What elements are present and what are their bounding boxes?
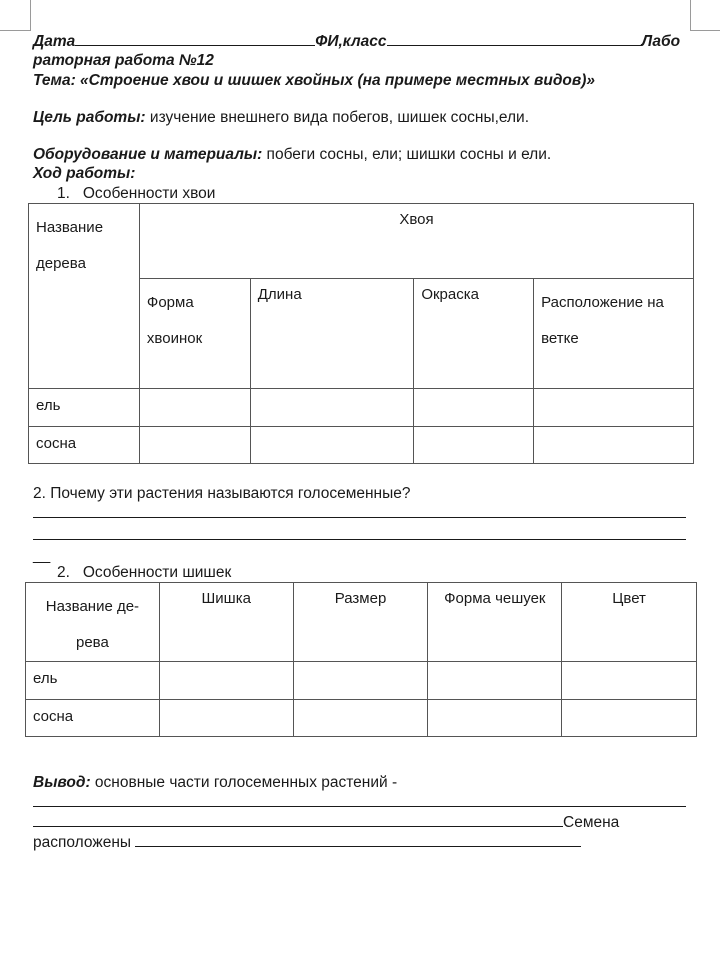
- table-cell[interactable]: [414, 427, 534, 464]
- col-needle-shape: Форма хвоинок: [139, 279, 250, 389]
- table-cell[interactable]: [293, 700, 428, 737]
- col-size: Размер: [293, 583, 428, 662]
- goal-line: [33, 108, 529, 128]
- table-cell[interactable]: [139, 427, 250, 464]
- table-cell[interactable]: [139, 389, 250, 427]
- equipment-line: [33, 145, 551, 165]
- lab-label-part1: Лабо: [641, 33, 681, 50]
- table1-heading: 1. Особенности хвои: [57, 185, 216, 202]
- conclusion-text: основные части голосеменных растений -: [90, 774, 398, 791]
- table2-heading: 2. Особенности шишек: [57, 564, 232, 581]
- procedure-label: Ход работы:: [33, 165, 136, 182]
- table-cell[interactable]: [534, 427, 694, 464]
- table-cell[interactable]: [428, 700, 562, 737]
- table-cell[interactable]: [428, 662, 562, 700]
- question: 2. Почему эти растения называются голосеменные?: [33, 485, 411, 502]
- equipment-text: побеги сосны, ели; шишки сосны и ели.: [262, 146, 552, 163]
- table-cell[interactable]: [534, 389, 694, 427]
- located-label: расположены: [33, 834, 132, 851]
- table-cell[interactable]: [562, 662, 697, 700]
- goal-label: Цель работы:: [33, 109, 146, 126]
- located-line: [33, 832, 581, 853]
- table-cell[interactable]: [293, 662, 428, 700]
- conclusion-blank-1[interactable]: [33, 806, 686, 807]
- table-cell[interactable]: [414, 389, 534, 427]
- col-needles: Хвоя: [139, 204, 693, 279]
- located-blank[interactable]: [135, 832, 581, 847]
- col-cone: Шишка: [159, 583, 293, 662]
- date-label: Дата: [33, 33, 76, 50]
- row-label-pine: сосна: [29, 427, 140, 464]
- answer-line-1[interactable]: [33, 517, 686, 518]
- equipment-label: Оборудование и материалы:: [33, 146, 263, 163]
- needles-table: [28, 203, 694, 464]
- col-arrangement: Расположение на ветке: [534, 279, 694, 389]
- date-blank[interactable]: [75, 31, 315, 46]
- col-tree-name: Название дерева: [29, 204, 140, 389]
- row-label-pine-2: сосна: [26, 700, 160, 737]
- answer-line-2[interactable]: [33, 539, 686, 540]
- col-scale-shape: Форма чешуек: [428, 583, 562, 662]
- col-cone-color: Цвет: [562, 583, 697, 662]
- row-label-spruce: ель: [29, 389, 140, 427]
- header-line: [33, 31, 680, 52]
- table-cell[interactable]: [250, 427, 414, 464]
- conclusion-line: [33, 773, 397, 793]
- table-cell[interactable]: [159, 662, 293, 700]
- cones-table: [25, 582, 697, 737]
- corner-mark-right: [690, 0, 720, 31]
- table-cell[interactable]: [250, 389, 414, 427]
- conclusion-blank-2[interactable]: [33, 812, 563, 827]
- col-tree-name-2: Название де- рева: [26, 583, 160, 662]
- answer-line-end: __: [33, 547, 51, 564]
- seeds-line: [33, 812, 619, 833]
- name-class-label: ФИ,класс: [315, 33, 387, 50]
- table-cell[interactable]: [159, 700, 293, 737]
- seeds-label: Семена: [563, 814, 620, 831]
- col-color: Окраска: [414, 279, 534, 389]
- row-label-spruce-2: ель: [26, 662, 160, 700]
- lab-title: раторная работа №12: [33, 52, 214, 69]
- theme: Тема: «Строение хвои и шишек хвойных (на примере местных видов)»: [33, 72, 596, 89]
- goal-text: изучение внешнего вида побегов, шишек сосны,ели.: [145, 109, 529, 126]
- col-length: Длина: [250, 279, 414, 389]
- name-class-blank[interactable]: [387, 31, 642, 46]
- corner-mark-left: [0, 0, 31, 31]
- conclusion-label: Вывод:: [33, 774, 91, 791]
- table-cell[interactable]: [562, 700, 697, 737]
